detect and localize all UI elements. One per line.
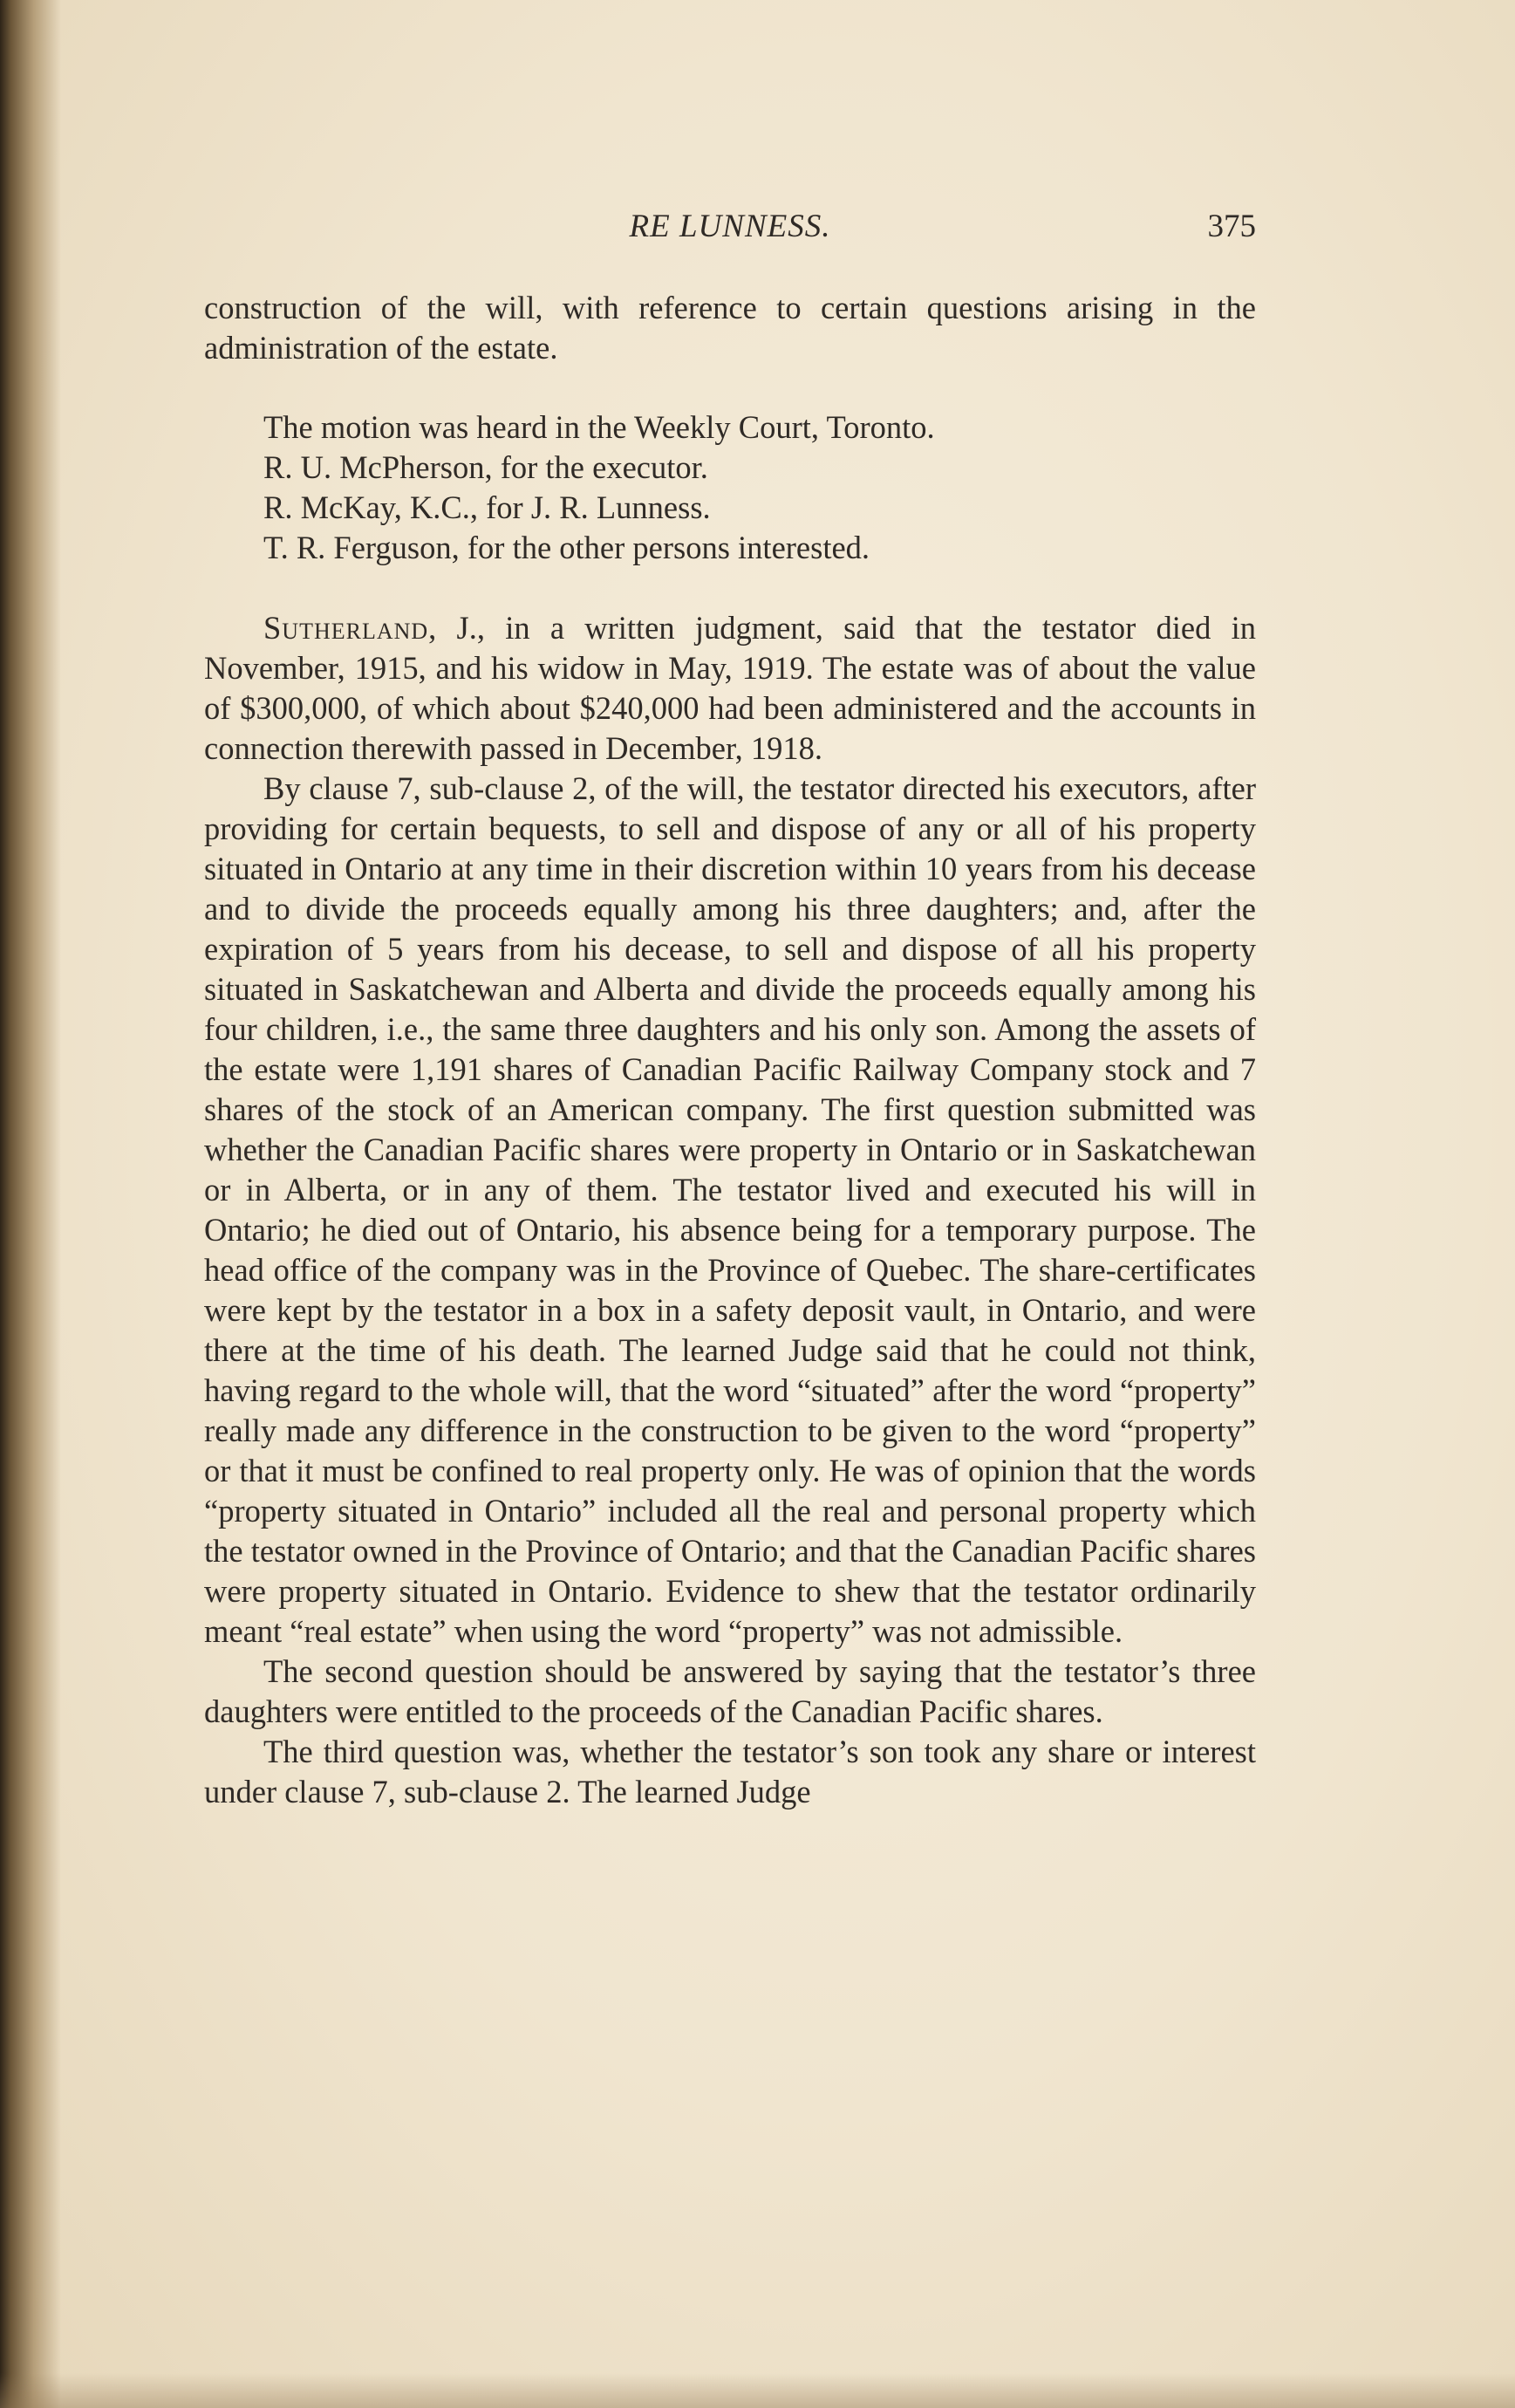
- spacer: [204, 368, 1256, 407]
- body-paragraph: The third question was, whether the testator’s son took any share or interest under clause 7, sub-clause 2. The learned Judge: [204, 1734, 1256, 1809]
- spacer: [204, 568, 1256, 608]
- running-title: RE LUNNESS.: [629, 209, 831, 244]
- counsel-line: R. McKay, K.C., for J. R. Lunness.: [263, 489, 711, 525]
- body-paragraph: The second question should be answered by saying that the testator’s three daughters were entitled to the proceeds of the Canadian Pacific shares.: [204, 1653, 1256, 1729]
- judgment-paragraph: [204, 608, 1256, 769]
- judgment-intro-text: , J., in a written judgment, said that the testator died in November, 1915, and his widow in May, 1919. The estate was of about the value of $300,000, of which about $240,000 had been administered and the accounts in connection therewith passed in December, 1918.: [204, 610, 1256, 766]
- running-header: [204, 208, 1256, 251]
- counsel-line: R. U. McPherson, for the executor.: [263, 449, 708, 485]
- hearing-block: [204, 407, 1256, 568]
- opening-paragraph: construction of the will, with reference to certain questions arising in the administration of the estate.: [204, 290, 1256, 366]
- text-block: [204, 288, 1256, 1812]
- binding-shadow: [0, 0, 61, 2408]
- counsel-line: T. R. Ferguson, for the other persons interested.: [263, 530, 870, 565]
- page-number: 375: [1207, 209, 1256, 244]
- judge-name: Sutherland: [263, 610, 429, 646]
- hearing-line: The motion was heard in the Weekly Court, Toronto.: [263, 409, 935, 445]
- body-paragraph: By clause 7, sub-clause 2, of the will, the testator directed his executors, after providing for certain bequests, to sell and dispose of any or all of his property situated in Ontario at any time in their discretion within 10 years from his decease and to divide the proceeds equally among his three daughters; and, after the expiration of 5 years from his decease, to sell and dispose of all his property situated in Saskatchewan and Alberta and divide the proceeds equally among his four children, i.e., the same three daughters and his only son. Among the assets of the estate were 1,191 shares of Canadian Pacific Railway Company stock and 7 shares of the stock of an American company. The first question submitted was whether the Canadian Pacific shares were property in Ontario or in Saskatchewan or in Alberta, or in any of them. The testator lived and executed his will in Ontario; he died out of Ontario, his absence being for a temporary purpose. The head office of the company was in the Province of Quebec. The share-certificates were kept by the testator in a box in a safety deposit vault, in Ontario, and were there at the time of his death. The learned Judge said that he could not think, having regard to the whole will, that the word “situated” after the word “property” really made any difference in the construction to be given to the word “property” or that it must be confined to real property only. He was of opinion that the words “property situated in Ontario” included all the real and personal property which the testator owned in the Province of Ontario; and that the Canadian Pacific shares were property situated in Ontario. Evidence to shew that the testator ordinarily meant “real estate” when using the word “property” was not admissible.: [204, 770, 1256, 1649]
- page-bottom-shadow: [0, 2373, 1515, 2408]
